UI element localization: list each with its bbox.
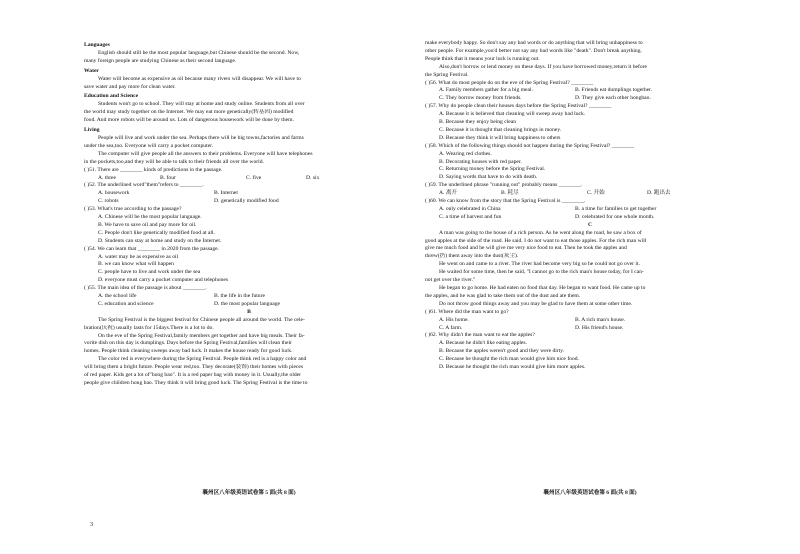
- answer-option: B. 耗尽: [501, 190, 519, 197]
- text-line: ( )52. The underlined word"them"refers to ________.: [84, 182, 204, 189]
- text-line: D. Saying words that have to do with death.: [439, 174, 538, 181]
- text-line: ( )53. What's true according to the passage?: [84, 206, 182, 213]
- text-line: B. Because they enjoy being clean: [439, 119, 517, 126]
- text-line: Water will become as expensive as oil because many rivers will disappear. We will have to: [98, 75, 301, 82]
- text-line: ( )62. Why didn't the man want to eat the apples?: [425, 332, 535, 339]
- section-heading: Living: [84, 127, 100, 134]
- text-line: C. Because he thought the rich man would give him nice food.: [439, 356, 579, 363]
- text-line: under the sea,too. Everyone will carry a pocket computer.: [84, 142, 214, 149]
- text-line: On the eve of the Spring Festival,family members get together and have big meals. Their fa-: [98, 332, 305, 339]
- answer-option: D. six: [306, 174, 320, 181]
- text-line: The computer will give people all the answers to their problems. Everyone will have telephones: [98, 150, 313, 157]
- text-line: food. And more robots will be around us. Lots of dangerous housework will be done by them.: [84, 117, 294, 124]
- text-line: C. people have to live and work under the sea: [98, 269, 201, 276]
- answer-option: A. the school life: [98, 293, 137, 300]
- text-line: He began to go home. He had eaten no food that day. He began to want food. He came up to: [439, 285, 646, 292]
- answer-option: C. education and science: [98, 300, 154, 307]
- answer-option: D. genetically modified food: [214, 198, 279, 205]
- right-page: [425, 40, 755, 510]
- text-line: threw(扔) them away into the dust(灰尘).: [425, 253, 519, 260]
- text-line: B. Because the apples weren't good and they were dirty.: [439, 348, 565, 355]
- answer-option: B. a time for families to get together: [575, 205, 657, 212]
- text-line: vorite dish on this day is dumplings. Days before the Spring Festival,families will clean their: [84, 340, 292, 347]
- text-line: ( )61. Where did the man want to go?: [425, 308, 509, 315]
- text-line: The color red is everywhere during the Spring Festival. People think red is a happy color and: [98, 356, 307, 363]
- passage-label: B: [247, 308, 251, 315]
- text-line: ( )54. We can learn that ________ in 2020 from the passage.: [84, 245, 220, 252]
- text-line: people give children hong bao. They think it will bring good luck. The Spring Festival is the time to: [84, 379, 308, 386]
- text-line: save water and pay more for clean water.: [84, 83, 176, 90]
- text-line: The Spring Festival is the biggest festival for Chinese people all around the world. The cele-: [98, 316, 305, 323]
- text-line: English should still be the most popular language,but Chinese should be the second. Now,: [98, 49, 300, 56]
- text-line: ( )59. The underlined phrase "running out" probably means ________.: [425, 182, 583, 189]
- text-line: A. Because he didn't like eating apples.: [439, 340, 527, 347]
- text-line: People will live and work under the sea. Perhaps there will be big towns,factories and farms: [98, 134, 304, 141]
- text-line: A. Wearing red clothes.: [439, 150, 492, 157]
- text-line: bration(庆祝) usually lasts for 15days.There is a lot to do.: [84, 324, 214, 331]
- text-line: make everybody happy. So don't say any bad words or do anything that will bring unhappiness to: [425, 40, 643, 46]
- answer-option: D. They give each other hongbao.: [575, 95, 651, 102]
- left-page-footer: 襄州区八年级英语试卷第 5 面(共 8 面): [202, 490, 296, 496]
- passage-label: C: [587, 221, 593, 228]
- answer-option: A. Family members gather for a big meal.: [439, 87, 533, 94]
- answer-option: C. They borrow money from friends.: [439, 95, 522, 102]
- text-line: the apples, and he was glad to take them out of the dust and ate them.: [425, 292, 581, 299]
- text-line: B. Decorating houses with red paper.: [439, 158, 522, 165]
- text-line: D. Students can stay at home and study on the Internet.: [98, 237, 222, 244]
- answer-option: C. 开始: [587, 190, 605, 197]
- section-heading: Water: [84, 67, 99, 74]
- text-line: B. We have to save oil and pay more for oil.: [98, 221, 197, 228]
- answer-option: B. A rich man's house.: [575, 316, 626, 323]
- text-line: ( )56. What do most people do on the eve of the Spring Festival? ________: [425, 79, 594, 86]
- text-line: C. People don't like genetically modified food at all.: [98, 229, 215, 236]
- text-line: will bring them a bright future. People wear red,too. They decorate(装饰) their homes with pieces: [84, 364, 304, 371]
- option-row: [425, 317, 755, 325]
- text-line: D. Because they think it will bring happiness to others: [439, 134, 561, 141]
- answer-option: B. the life in the future: [214, 293, 265, 300]
- text-line: the world may study together on the Internet. We may eat more genetically(转基因) modified: [84, 109, 294, 116]
- answer-option: D. His friend's house.: [575, 324, 624, 331]
- text-line: He waited for some time, then he said, "I cannot go to the rich man's house today, for I can-: [439, 269, 644, 276]
- text-line: D. everyone must carry a pocket computer and telephones: [98, 277, 229, 284]
- text-line: B. we can know what will happen: [98, 261, 174, 268]
- answer-option: B. four: [160, 174, 176, 181]
- text-line: homes. People think cleaning sweeps away bad luck. It makes the house ready for good luck.: [84, 348, 293, 355]
- text-line: ( )51. There are ________ kinds of predictions in the passage.: [84, 166, 223, 173]
- right-page-footer: 襄州区八年级英语试卷第 6 面(共 8 面): [543, 490, 637, 496]
- option-row: [84, 198, 414, 206]
- text-line: other people. For example,you'd better not say any bad words like "death". Don't break anything.: [425, 47, 642, 54]
- text-line: He went on and came to a river. The river had become very big so he could not go over it.: [439, 261, 640, 268]
- answer-option: D. the most popular language: [214, 300, 281, 307]
- text-line: A. water may be as expensive as oil: [98, 253, 179, 260]
- page-number: 3: [90, 522, 93, 528]
- answer-option: B. Internet: [214, 190, 238, 197]
- text-line: People think that it means your luck is running out.: [425, 55, 540, 62]
- option-row: [425, 206, 755, 214]
- answer-option: C. A farm.: [439, 324, 463, 331]
- text-line: ( )58. Which of the following things should not happen during the Spring Festival? ________: [425, 142, 635, 149]
- option-row: [425, 95, 755, 103]
- section-heading: Education and Science: [84, 93, 139, 100]
- answer-option: A. His home.: [439, 316, 469, 323]
- text-line: the Spring Festival.: [425, 71, 469, 78]
- text-line: Students won't go to school. They will stay at home and study online. Students from all over: [98, 101, 305, 108]
- text-line: A man was going to the house of a rich person. As he went along the road, he saw a box of: [439, 229, 642, 236]
- section-heading: Languages: [84, 42, 110, 48]
- text-line: A. Because it is believed that cleaning will sweep away bad luck.: [439, 111, 586, 118]
- text-line: give me much food and he will give me very nice food to eat. Then he took the apples and: [425, 245, 627, 252]
- text-line: not get over the river.": [425, 277, 476, 284]
- answer-option: A. only celebrated in China: [439, 205, 501, 212]
- option-row: [84, 190, 414, 198]
- option-row: [425, 214, 755, 222]
- option-row: [84, 293, 414, 301]
- option-row: [84, 175, 414, 183]
- option-row: [425, 325, 755, 333]
- option-row: [425, 190, 755, 198]
- text-line: in the pockets,too,and they will be able to talk to their friends all over the world.: [84, 158, 264, 165]
- text-line: good apples at the side of the road. He said. I do not want to eat those apples. For the rich man will: [425, 237, 647, 244]
- text-line: ( )57. Why do people clean their houses days before the Spring Festival? ________: [425, 103, 612, 110]
- left-page: [84, 40, 414, 510]
- text-line: ( )60. We can know from the story that the Spring Festival is ________.: [425, 198, 586, 205]
- text-line: ( )55. The main idea of the passage is about ________.: [84, 285, 207, 292]
- answer-option: C. five: [246, 174, 262, 181]
- answer-option: D. celebrated for one whole month.: [575, 213, 655, 220]
- option-row: [84, 301, 414, 309]
- text-line: A. Chinese will be the most popular language.: [98, 213, 202, 220]
- answer-option: A. three: [98, 174, 117, 181]
- text-line: Do not throw good things away and you may be glad to have them at some other time.: [439, 300, 633, 307]
- text-line: many foreign people are studying Chinese as their second language.: [84, 57, 237, 64]
- text-line: D. Because he thought the rich man would give him more apples.: [439, 364, 586, 371]
- answer-option: A. 离开: [439, 190, 458, 197]
- answer-option: A. housework: [98, 190, 130, 197]
- text-line: C. Because it is thought that cleaning brings in money.: [439, 126, 562, 133]
- answer-option: C. a time of harvest and fun: [439, 213, 502, 220]
- text-line: C. Returning money before the Spring Festival.: [439, 166, 546, 173]
- answer-option: D. 跑出去: [647, 190, 671, 197]
- text-line: Also,don't borrow or lend money on these days. If you have borrowed money,return it before: [439, 63, 648, 70]
- answer-option: B. Friends eat dumplings together.: [575, 87, 653, 94]
- answer-option: C. robots: [98, 198, 119, 205]
- text-line: of red paper. Kids get a lot of"hong bao". It is a red paper bag with money in it. Usually,the older: [84, 372, 302, 379]
